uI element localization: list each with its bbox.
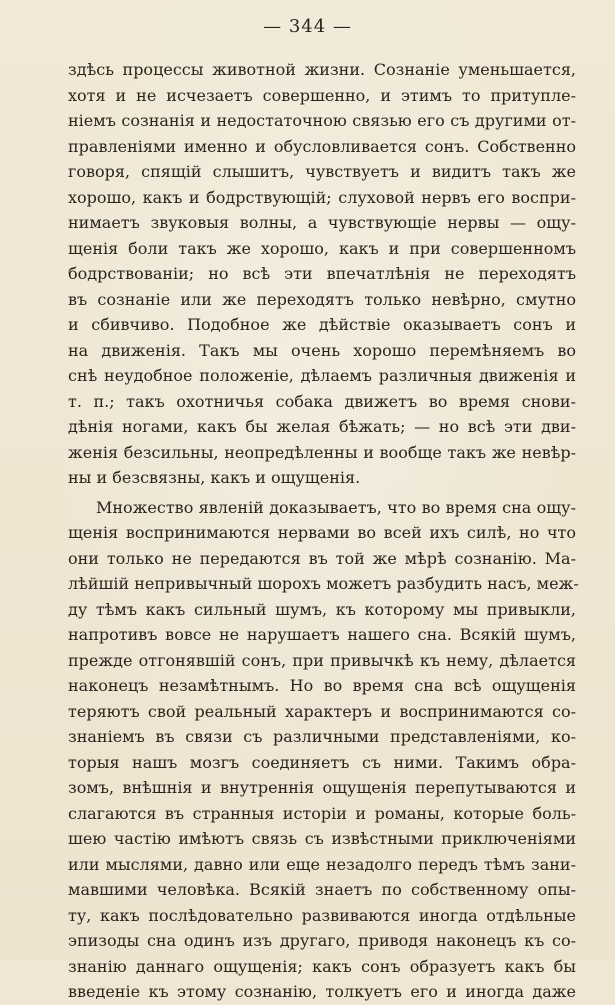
text-line: ту, какъ послѣдовательно развиваются иногда отдѣльные [68,905,576,925]
text-line: лѣйшій непривычный шорохъ можетъ разбудить насъ, меж- [68,574,579,593]
text-line: торыя нашъ мозгъ соединяетъ съ ними. Такимъ обра- [68,752,576,772]
text-line: слагаются въ странныя исторіи и романы, которые боль- [68,803,576,823]
text-line: Множество явленій доказываетъ, что во время сна ощу- [96,497,576,517]
page-number: — 344 — [263,16,352,37]
text-line: знанію даннаго ощущенія; какъ сонъ образуетъ какъ бы [68,956,576,976]
text-line: ду тѣмъ какъ сильный шумъ, къ которому мы привыкли, [68,599,576,619]
text-line: хорошо, какъ и бодрствующій; слуховой нервъ его воспри- [68,187,576,207]
text-line: они только не передаются въ той же мѣрѣ сознанію. Ма- [68,548,576,568]
text-line: ны и безсвязны, какъ и ощущенія. [68,468,361,487]
text-line: бодрствованіи; но всѣ эти впечатлѣнія не переходятъ [68,264,576,283]
text-line: введеніе къ этому сознанію, толкуетъ его и иногда даже [68,982,576,1001]
text-line: эпизоды сна одинъ изъ другаго, приводя наконецъ къ со- [68,931,576,950]
text-line: хотя и не исчезаетъ совершенно, и этимъ то притупле- [68,85,576,105]
text-line: знаніемъ въ связи съ различными представленіями, ко- [68,727,576,746]
text-line: дѣнія ногами, какъ бы желая бѣжать; — но всѣ эти дви- [68,417,576,436]
text-line: снѣ неудобное положеніе, дѣлаемъ различныя движенія и [68,366,576,385]
text-line: ніемъ сознанія и недостаточною связью его съ другими от- [68,111,576,130]
text-line: щенія боли такъ же хорошо, какъ и при совершенномъ [68,238,576,258]
text-line: щенія воспринимаются нервами во всей ихъ силѣ, но что [68,523,576,542]
text-line: правленіями именно и обусловливается сонъ. Собственно [68,136,576,156]
text-line: и сбивчиво. Подобное же дѣйствіе оказываетъ сонъ и [68,315,576,334]
text-line: въ сознаніе или же переходятъ только невѣрно, смутно [68,289,576,309]
text-line: мавшими человѣка. Всякій знаетъ по собственному опы- [68,880,576,899]
paragraph [68,57,576,491]
text-line: наконецъ незамѣтнымъ. Но во время сна всѣ ощущенія [68,676,576,695]
text-line: женія безсильны, неопредѣленны и вообще такъ же невѣр- [68,442,576,462]
text-line: теряютъ свой реальный характеръ и воспринимаются со- [68,701,576,721]
text-line: говоря, спящій слышитъ, чувствуетъ и видитъ такъ же [68,162,576,181]
text-line: или мыслями, давно или еще незадолго передъ тѣмъ зани- [68,854,576,874]
body-text [68,57,579,1005]
text-line: нимаетъ звуковыя волны, а чувствующіе нервы — ощу- [68,213,576,232]
text-line: прежде отгонявшій сонъ, при привычкѣ къ нему, дѣлается [68,650,576,670]
text-line: напротивъ вовсе не нарушаетъ нашего сна. Всякій шумъ, [68,625,576,644]
text-line: на движенія. Такъ мы очень хорошо перемѣняемъ во [68,340,576,360]
text-line: здѣсь процессы животной жизни. Сознаніе уменьшается, [68,60,576,79]
text-line: т. п.; такъ охотничья собака движетъ во время снови- [68,391,576,411]
text-line: зомъ, внѣшнія и внутреннія ощущенія перепутываются и [68,778,576,797]
text-line: шею частію имѣютъ связь съ извѣстными приключеніями [68,829,576,848]
paragraph [68,495,579,1005]
